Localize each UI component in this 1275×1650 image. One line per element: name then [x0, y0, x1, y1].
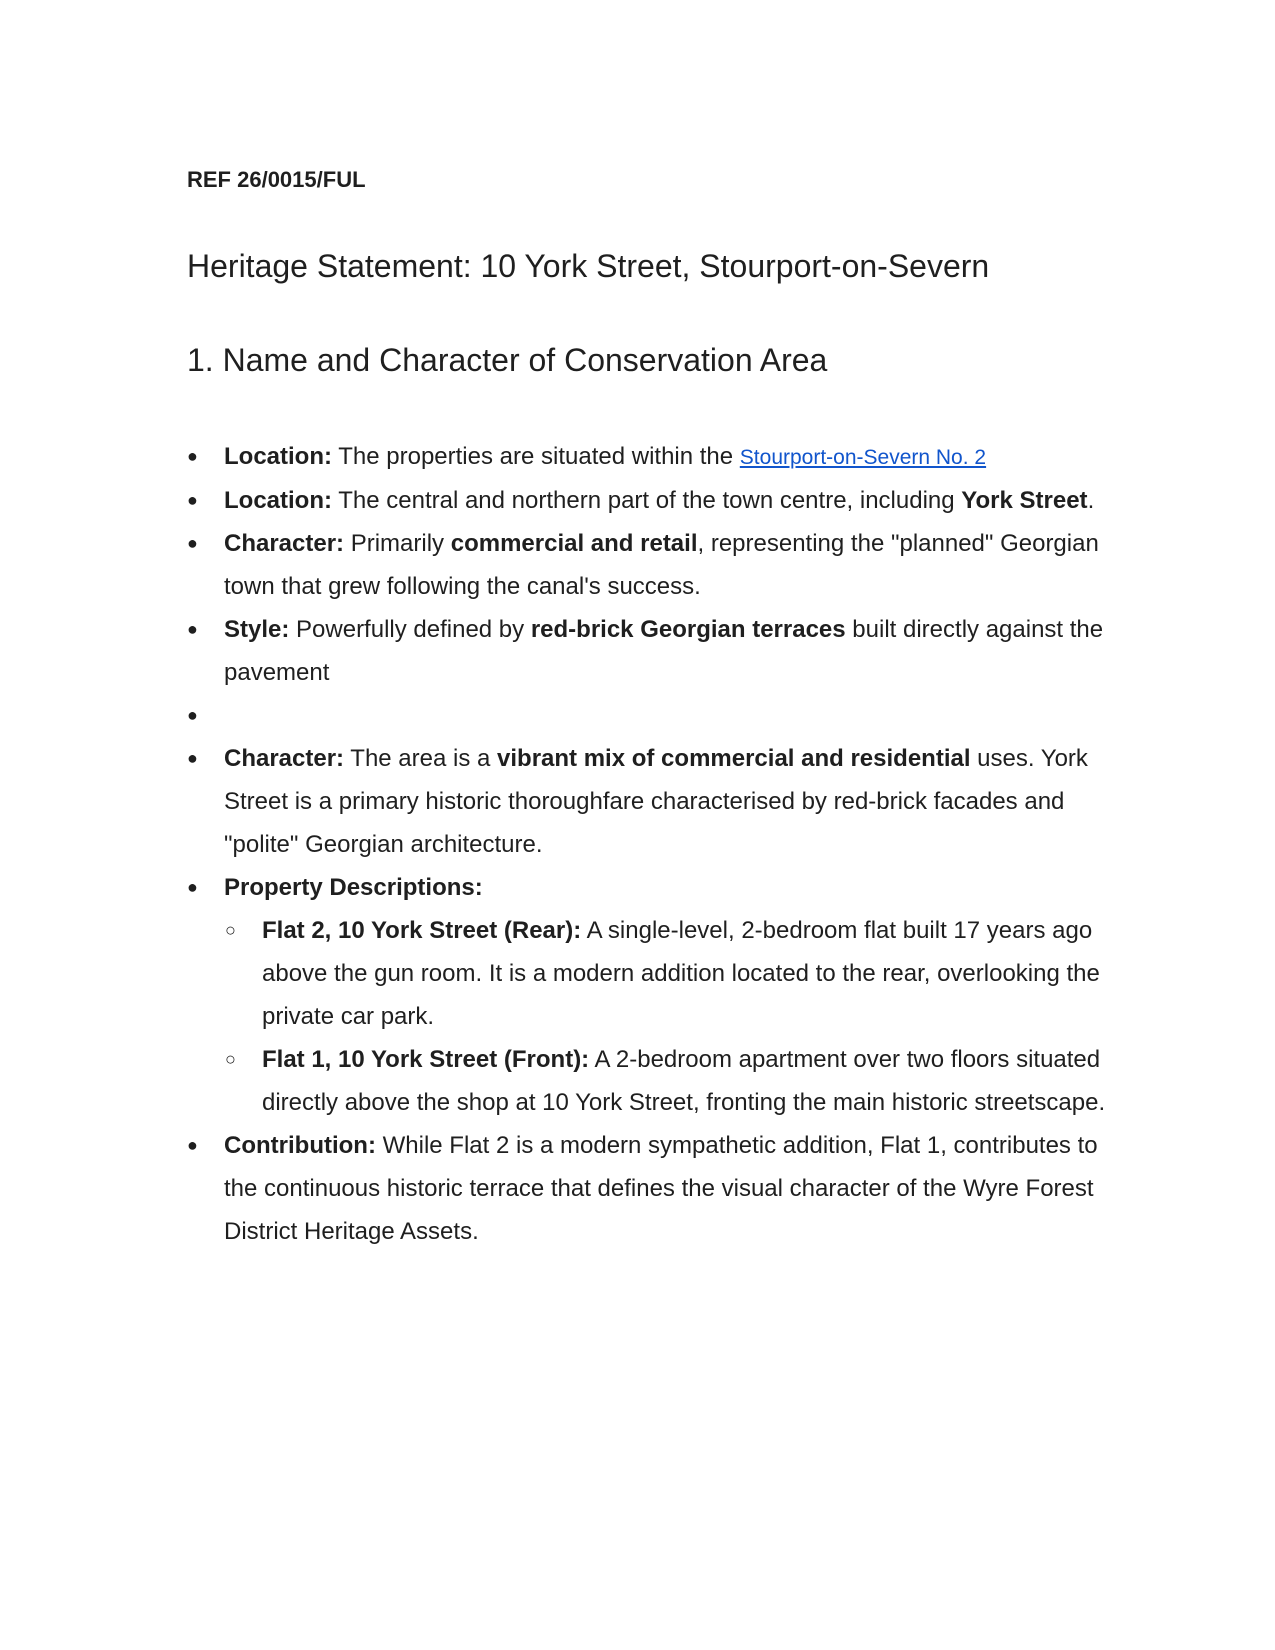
item-text: The central and northern part of the town centre, including	[332, 487, 962, 514]
bullet-icon: ●	[187, 1135, 198, 1155]
bullet-icon: ●	[187, 446, 198, 466]
list-item-location-2	[187, 479, 1117, 522]
list-item-location-1	[187, 435, 1117, 479]
item-text: While Flat 2 is a modern sympathetic addition, Flat 1, contributes to the continuous historic terrace that defines the visual character of the Wyre Forest District Heritage Assets.	[224, 1132, 1098, 1245]
bullet-icon: ●	[187, 748, 198, 768]
bullet-icon: ●	[187, 533, 198, 553]
document-title: Heritage Statement: 10 York Street, Stourport-on-Severn	[187, 248, 990, 284]
sub-item-label: Flat 1, 10 York Street (Front):	[262, 1046, 590, 1073]
item-label: Property Descriptions:	[224, 874, 483, 901]
sub-item-flat-2	[187, 909, 1117, 1038]
hollow-bullet-icon: ○	[225, 920, 236, 940]
list-item-empty	[187, 694, 1117, 737]
sub-item-flat-1	[187, 1038, 1117, 1124]
bullet-icon: ●	[187, 619, 198, 639]
item-tail-text: , representing the "planned" Georgian town that grew following the canal's success.	[224, 530, 1099, 600]
item-label: Style:	[224, 616, 290, 643]
item-bold-text: commercial and retail	[450, 530, 698, 557]
list-item-character-2	[187, 737, 1117, 866]
conservation-area-list	[187, 435, 1117, 1253]
item-tail-text: uses. York Street is a primary historic thoroughfare characterised by red-brick facades and "polite" Georgian architecture.	[224, 745, 1088, 858]
item-bold-text: red-brick Georgian terraces	[530, 616, 846, 643]
item-label: Character:	[224, 530, 345, 557]
list-item-character-1	[187, 522, 1117, 608]
list-item-style	[187, 608, 1117, 694]
sub-item-text: A single-level, 2-bedroom flat built 17 years ago above the gun room. It is a modern addition located to the rear, overlooking the private car park.	[262, 917, 1100, 1030]
conservation-area-link[interactable]: Stourport-on-Severn No. 2	[739, 446, 987, 469]
reference-number: REF 26/0015/FUL	[187, 167, 366, 192]
item-label: Location:	[224, 443, 332, 470]
item-tail-text: .	[1087, 487, 1095, 514]
item-label: Location:	[224, 487, 332, 514]
item-tail-text: built directly against the pavement	[224, 616, 1104, 686]
item-bold-text: York Street	[961, 487, 1088, 514]
list-item-contribution	[187, 1124, 1117, 1253]
item-label: Contribution:	[224, 1132, 376, 1159]
bullet-icon: ●	[187, 705, 198, 725]
sub-item-label: Flat 2, 10 York Street (Rear):	[262, 917, 582, 944]
item-text: The area is a	[344, 745, 498, 772]
sub-item-text: A 2-bedroom apartment over two floors situated directly above the shop at 10 York Street, fronting the main historic streetscape.	[262, 1046, 1106, 1116]
section-heading: 1. Name and Character of Conservation Area	[187, 342, 828, 378]
bullet-icon: ●	[187, 877, 198, 897]
item-text: The properties are situated within the	[332, 443, 740, 470]
list-item-property-descriptions	[187, 866, 1117, 909]
item-bold-text: vibrant mix of commercial and residential	[497, 745, 971, 772]
item-text: Powerfully defined by	[289, 616, 531, 643]
hollow-bullet-icon: ○	[225, 1049, 236, 1069]
item-text: Primarily	[344, 530, 451, 557]
item-label: Character:	[224, 745, 345, 772]
bullet-icon: ●	[187, 490, 198, 510]
